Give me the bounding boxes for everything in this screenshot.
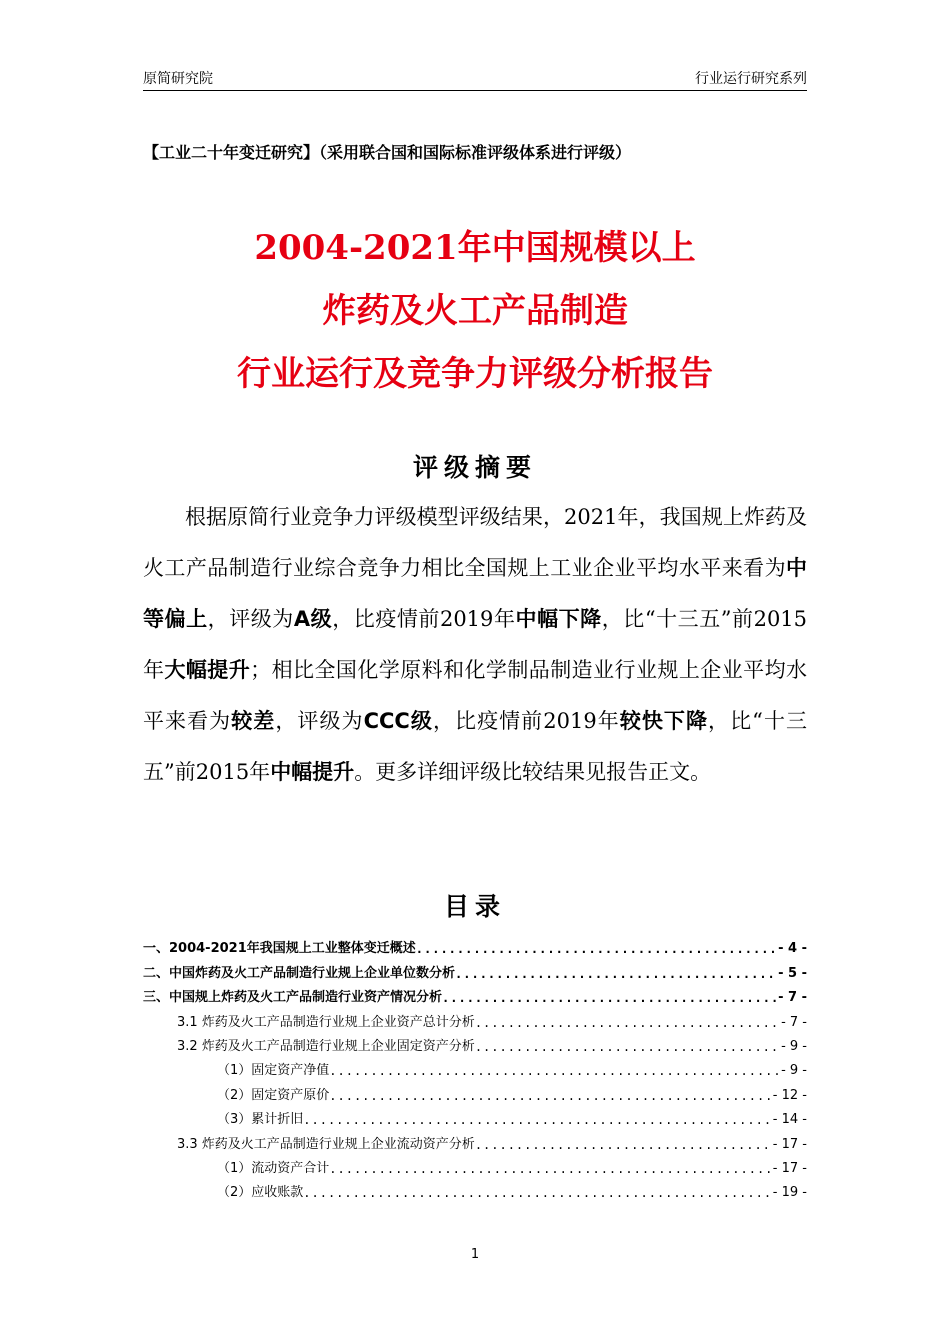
toc-entry-label: 三、中国规上炸药及火工产品制造行业资产情况分析 xyxy=(143,990,443,1006)
toc-entry-page: - 7 - xyxy=(781,1014,807,1030)
summary-emphasis: 较快下降 xyxy=(619,709,709,733)
toc-leader-dots xyxy=(475,1138,773,1152)
toc-entry-page: - 7 - xyxy=(778,990,807,1006)
summary-text: ，比疫情前2019年 xyxy=(332,607,516,631)
toc-entry-page: - 4 - xyxy=(778,941,807,957)
summary-text: 。更多详细评级比较结果见报告正文。 xyxy=(354,760,712,784)
toc-entry-label: （1）固定资产净值 xyxy=(217,1063,330,1079)
summary-text: ，评级为 xyxy=(207,607,294,631)
toc-entry[interactable] xyxy=(143,1176,807,1200)
toc-entry-page: - 14 - xyxy=(772,1112,807,1128)
toc-entry-page: - 19 - xyxy=(772,1185,807,1201)
toc-entry[interactable] xyxy=(143,932,807,956)
toc-leader-dots xyxy=(329,1089,773,1103)
toc-entry-page: - 12 - xyxy=(772,1087,807,1103)
toc-entry[interactable] xyxy=(143,1054,807,1078)
summary-heading: 评级摘要 xyxy=(412,453,537,482)
summary-emphasis: A级 xyxy=(293,607,333,631)
toc-entry-page: - 17 - xyxy=(772,1136,807,1152)
toc-entry-label: （2）应收账款 xyxy=(217,1185,304,1201)
summary-text: ，比“十三五”前2015年 xyxy=(143,607,808,682)
page-header xyxy=(143,68,807,91)
toc-entry[interactable] xyxy=(143,1127,807,1151)
summary-text: 根据原简行业竞争力评级模型评级结果，2021年，我国规上炸药及火工产品制造行业综合竞争力相比全国规上工业企业平均水平来看为 xyxy=(143,505,807,580)
summary-emphasis: 较差 xyxy=(231,709,276,733)
report-title-line-3: 行业运行及竞争力评级分析报告 xyxy=(237,354,713,394)
toc-entry[interactable] xyxy=(143,981,807,1005)
toc-entry[interactable] xyxy=(143,1005,807,1029)
summary-text: ，比“十三五”前2015年 xyxy=(143,709,808,784)
toc-leader-dots xyxy=(303,1186,773,1200)
toc-entry-label: （1）流动资产合计 xyxy=(217,1160,330,1176)
toc-heading: 目录 xyxy=(443,892,506,921)
toc-entry[interactable] xyxy=(143,956,807,980)
summary-text: ；相比全国化学原料和化学制品制造业行业规上企业平均水平来看为 xyxy=(143,658,808,733)
toc-leader-dots xyxy=(442,991,778,1005)
report-title-line-2: 炸药及火工产品制造 xyxy=(322,291,628,331)
header-series-name: 行业运行研究系列 xyxy=(695,71,807,87)
toc-leader-dots xyxy=(329,1064,781,1078)
table-of-contents xyxy=(143,932,807,1200)
toc-entry-page: - 5 - xyxy=(778,965,807,981)
summary-text: ，比疫情前2019年 xyxy=(432,709,620,733)
toc-entry-page: - 9 - xyxy=(781,1063,807,1079)
summary-text: ，评级为 xyxy=(275,709,364,733)
toc-leader-dots xyxy=(416,942,778,956)
toc-entry-page: - 17 - xyxy=(772,1160,807,1176)
toc-entry-label: （3）累计折旧 xyxy=(217,1112,304,1128)
toc-entry-label: （2）固定资产原价 xyxy=(217,1087,330,1103)
toc-entry[interactable] xyxy=(143,1152,807,1176)
page-number: 1 xyxy=(470,1247,480,1262)
toc-entry-label: 3.2 炸药及火工产品制造行业规上企业固定资产分析 xyxy=(177,1038,475,1054)
toc-entry-label: 3.3 炸药及火工产品制造行业规上企业流动资产分析 xyxy=(177,1136,475,1152)
toc-leader-dots xyxy=(329,1162,773,1176)
toc-leader-dots xyxy=(303,1113,773,1127)
toc-leader-dots xyxy=(455,967,778,981)
summary-paragraph xyxy=(143,492,807,798)
toc-entry-label: 一、2004-2021年我国规上工业整体变迁概述 xyxy=(143,941,416,957)
summary-body xyxy=(143,492,807,798)
summary-emphasis: 中等偏上 xyxy=(143,556,807,631)
summary-emphasis: 中幅下降 xyxy=(515,607,602,631)
toc-leader-dots xyxy=(475,1016,781,1030)
toc-entry[interactable] xyxy=(143,1103,807,1127)
summary-emphasis: 大幅提升 xyxy=(164,658,251,682)
toc-entry[interactable] xyxy=(143,1030,807,1054)
summary-emphasis: CCC级 xyxy=(363,709,433,733)
toc-entry[interactable] xyxy=(143,1078,807,1102)
toc-leader-dots xyxy=(475,1040,781,1054)
toc-entry-label: 3.1 炸药及火工产品制造行业规上企业资产总计分析 xyxy=(177,1014,475,1030)
toc-entry-label: 二、中国炸药及火工产品制造行业规上企业单位数分析 xyxy=(143,965,456,981)
header-org-name: 原简研究院 xyxy=(143,71,213,87)
toc-entry-page: - 9 - xyxy=(781,1038,807,1054)
report-title-line-1: 2004-2021年中国规模以上 xyxy=(254,228,696,268)
summary-emphasis: 中幅提升 xyxy=(270,760,355,784)
report-tagline: 【工业二十年变迁研究】（采用联合国和国际标准评级体系进行评级） xyxy=(143,143,632,162)
